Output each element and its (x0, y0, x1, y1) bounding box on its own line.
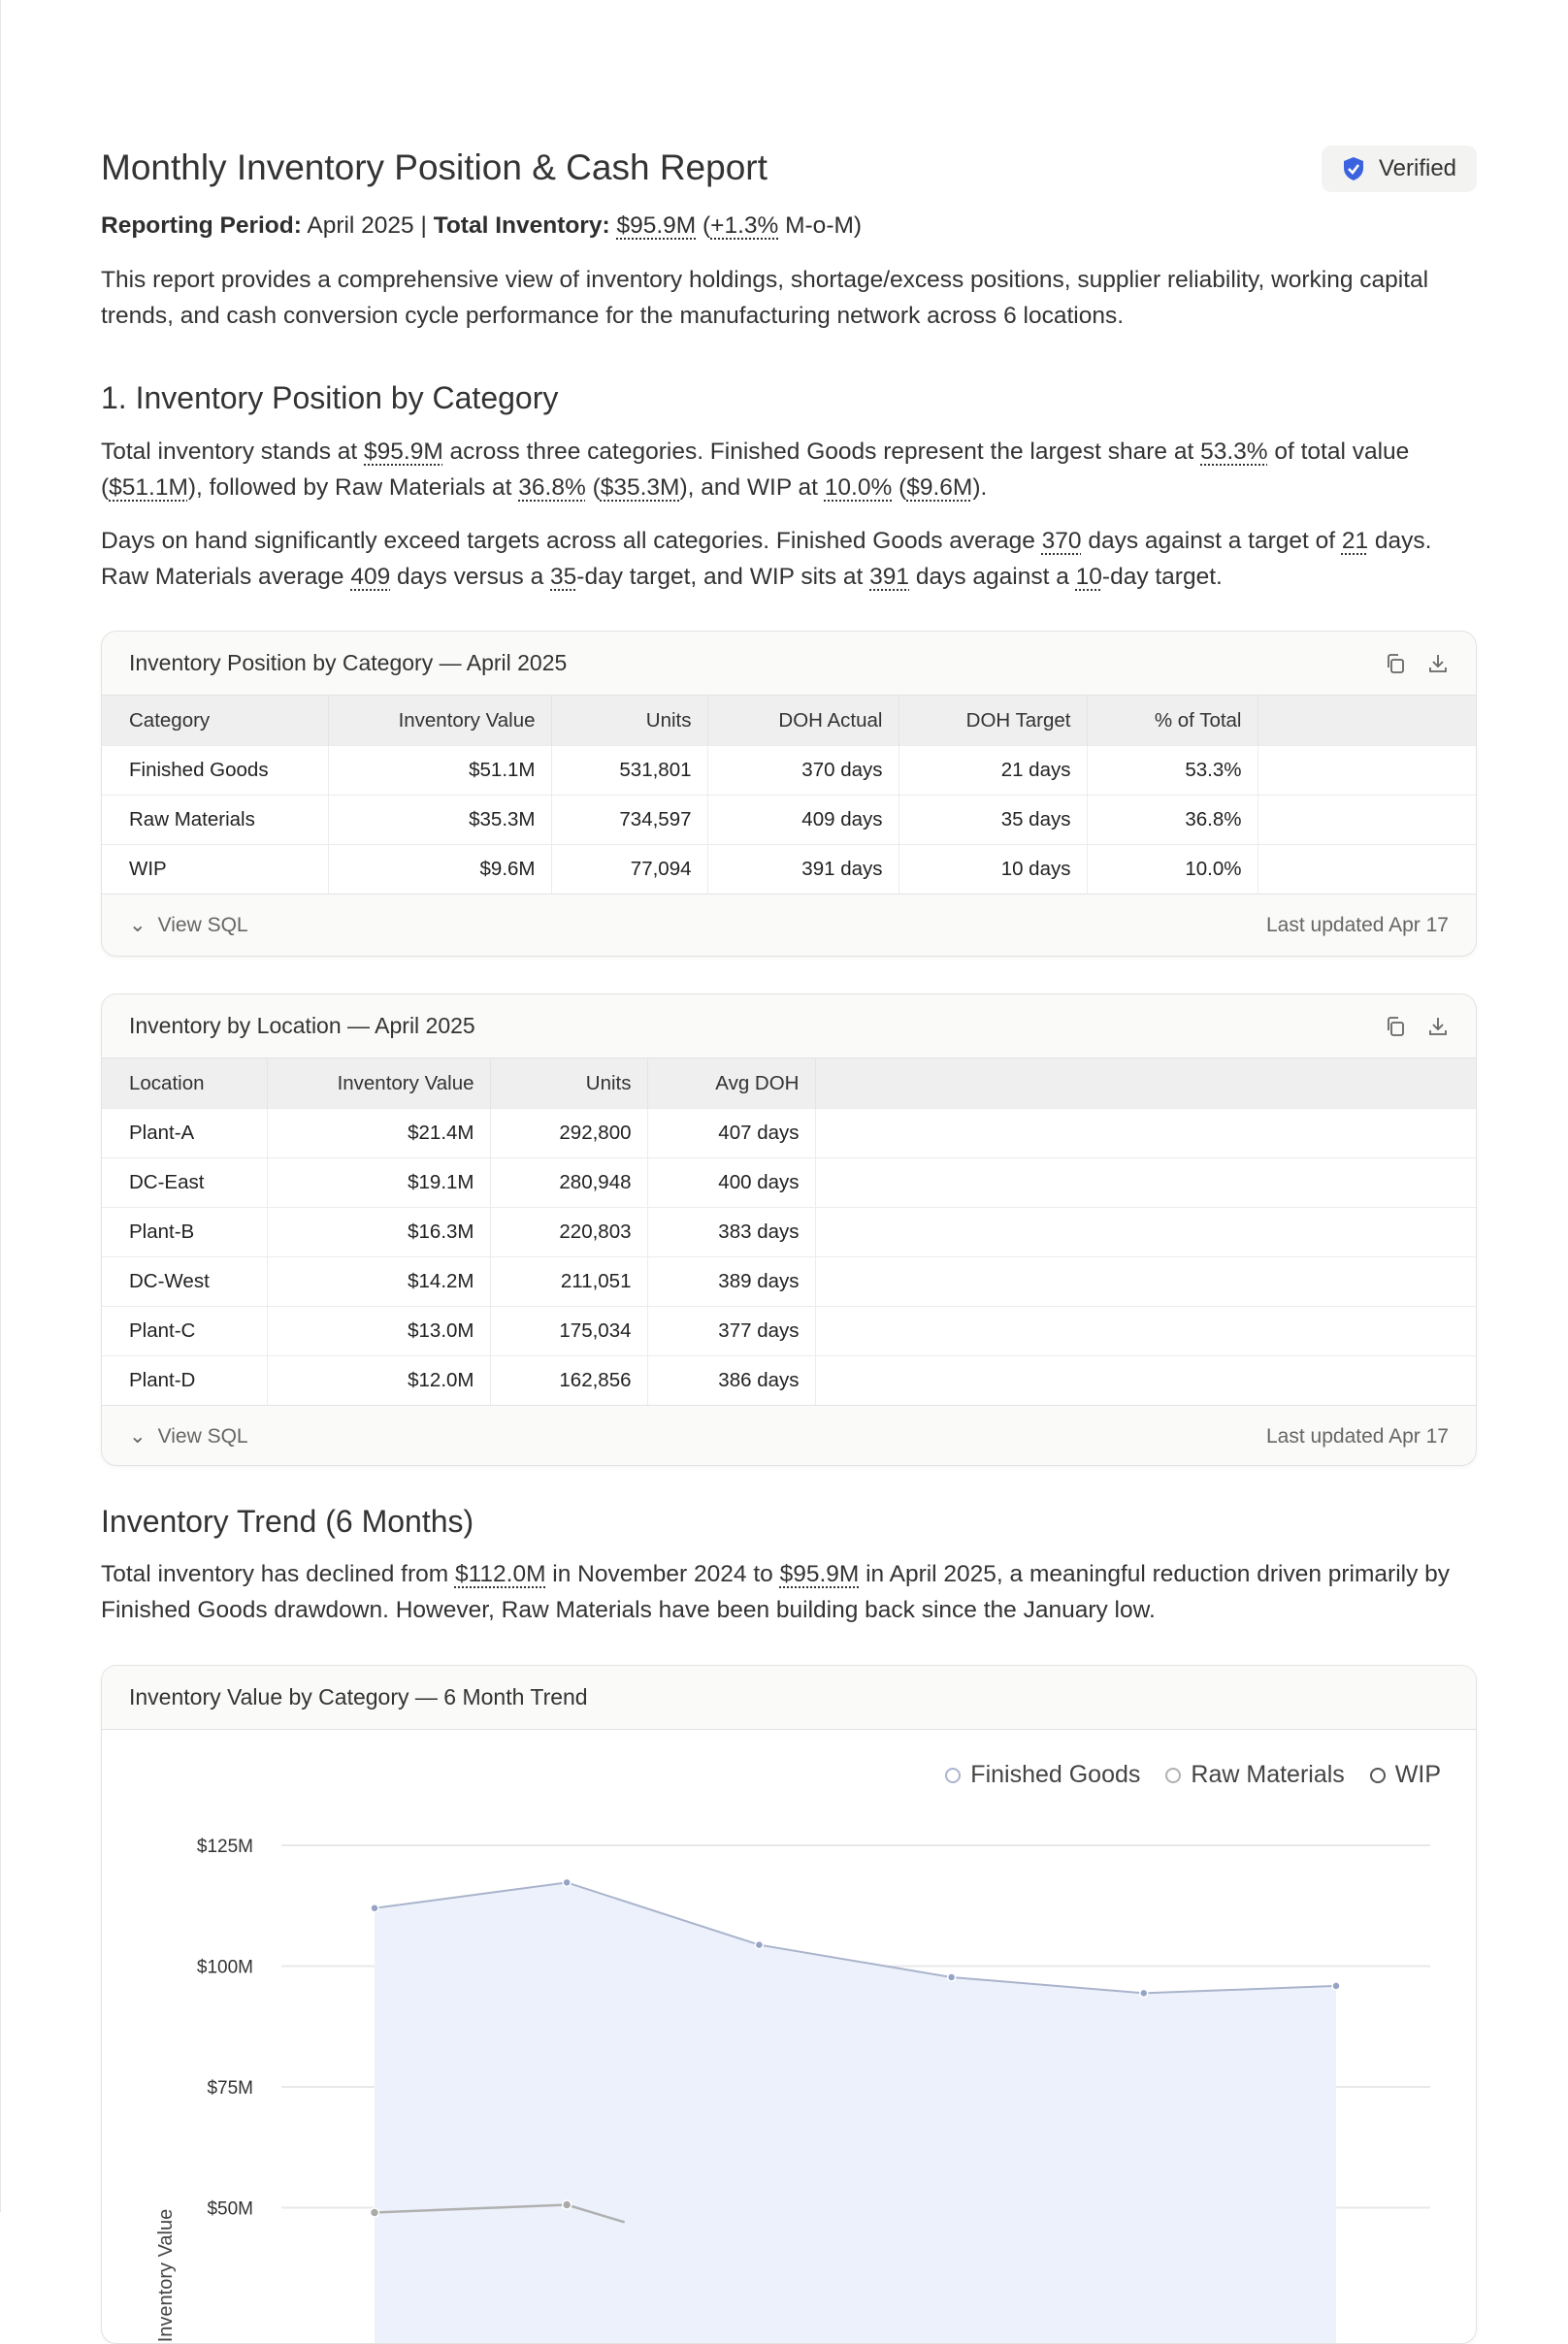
card-title: Inventory Position by Category — April 2025 (129, 650, 568, 675)
trend-chart (102, 1666, 1477, 2344)
table-cell: $35.3M (328, 796, 551, 845)
separator: | (420, 212, 427, 239)
text: ), and WIP at (679, 474, 825, 501)
metric-value: 10.0% (824, 474, 893, 501)
period-label: Reporting Period: (101, 212, 302, 239)
section-heading: 1. Inventory Position by Category (101, 380, 559, 415)
table-cell: 409 days (707, 796, 898, 845)
table-cell: 386 days (647, 1356, 815, 1406)
table-row (102, 1257, 1476, 1307)
column-header[interactable]: Avg DOH (647, 1058, 815, 1109)
paragraph (101, 1556, 1479, 1628)
table-cell: 377 days (647, 1307, 815, 1356)
location-table-card (101, 993, 1477, 1466)
table-cell: DC-West (102, 1257, 267, 1307)
text: -day target. (1101, 564, 1223, 590)
y-tick-label: $125M (196, 1837, 253, 1857)
table-cell: 211,051 (490, 1257, 647, 1307)
table-cell: 400 days (647, 1158, 815, 1208)
metric-value: $35.3M (600, 474, 680, 501)
table-cell: 175,034 (490, 1307, 647, 1356)
table-row (102, 1109, 1476, 1158)
y-tick-label: $50M (207, 2198, 253, 2220)
metric-value: 409 (350, 564, 391, 590)
text: days versus a (390, 564, 551, 590)
data-point (1140, 1989, 1148, 1997)
column-header[interactable]: Category (102, 696, 328, 746)
data-point (563, 2200, 572, 2209)
category-table (102, 696, 1476, 894)
shield-check-icon (1342, 156, 1365, 181)
table-cell: Plant-B (102, 1208, 267, 1257)
table-cell: 280,948 (490, 1158, 647, 1208)
column-header[interactable]: Inventory Value (328, 696, 551, 746)
text: ( (892, 474, 907, 501)
total-value: $95.9M (616, 212, 697, 239)
text: ), followed by Raw Materials at (187, 474, 519, 501)
data-point (1332, 1982, 1340, 1990)
paragraph (101, 434, 1479, 505)
table-cell: 10.0% (1087, 845, 1258, 895)
page-title: Monthly Inventory Position & Cash Report (101, 147, 768, 187)
column-header[interactable]: % of Total (1087, 696, 1258, 746)
table-cell: Plant-C (102, 1307, 267, 1356)
table-cell: $21.4M (267, 1109, 490, 1158)
table-cell: 162,856 (490, 1356, 647, 1406)
table-cell: 292,800 (490, 1109, 647, 1158)
table-cell: $51.1M (328, 746, 551, 796)
table-cell: 391 days (707, 845, 898, 895)
legend-label: WIP (1394, 1761, 1441, 1788)
verified-label: Verified (1378, 155, 1457, 181)
table-cell: $19.1M (267, 1158, 490, 1208)
data-point (948, 1973, 956, 1981)
table-cell: 77,094 (551, 845, 707, 895)
y-axis-title: Inventory Value (155, 2208, 177, 2343)
metric-value: 391 (869, 564, 910, 590)
last-updated: Last updated Apr 17 (1266, 1424, 1449, 1448)
last-updated: Last updated Apr 17 (1266, 913, 1449, 936)
chevron-down-icon: ⌄ (129, 914, 147, 936)
section-heading: Inventory Trend (6 Months) (101, 1504, 474, 1539)
table-cell: 21 days (898, 746, 1087, 796)
text: across three categories. Finished Goods represent the largest share at (442, 439, 1201, 465)
table-row (102, 1158, 1476, 1208)
view-sql-button[interactable] (129, 913, 248, 937)
view-sql-label: View SQL (157, 1424, 248, 1448)
table-cell-filler (815, 1356, 1476, 1406)
table-cell-filler (815, 1158, 1476, 1208)
change-suffix: M-o-M) (778, 212, 863, 239)
metric-value: $51.1M (109, 474, 188, 501)
column-header[interactable]: Inventory Value (267, 1058, 490, 1109)
data-point (755, 1941, 763, 1949)
table-cell: DC-East (102, 1158, 267, 1208)
column-header[interactable]: DOH Target (898, 696, 1087, 746)
table-cell: 389 days (647, 1257, 815, 1307)
text: in April 2025, a meaningful reduction driven primarily by Finished Goods drawdown. However, Raw Materials have been building back since the January low. (101, 1561, 1451, 1623)
view-sql-button[interactable] (129, 1424, 248, 1449)
table-cell: $12.0M (267, 1356, 490, 1406)
total-label: Total Inventory: (433, 212, 610, 239)
legend-label: Raw Materials (1191, 1761, 1345, 1788)
y-tick-label: $100M (196, 1957, 253, 1978)
text: days against a target of (1081, 528, 1342, 554)
text: Total inventory has declined from (101, 1561, 455, 1587)
text: in November 2024 to (545, 1561, 780, 1587)
paren: ( (702, 212, 711, 239)
category-table-card (101, 631, 1477, 957)
table-row (102, 1307, 1476, 1356)
table-row (102, 796, 1476, 845)
text: ). (972, 474, 988, 501)
data-point (371, 2208, 379, 2217)
download-icon[interactable] (1427, 653, 1449, 674)
table-cell: Finished Goods (102, 746, 328, 796)
table-row (102, 1208, 1476, 1257)
intro-paragraph: This report provides a comprehensive view of inventory holdings, shortage/excess positions, supplier reliability, working capital trends, and cash conversion cycle performance for the manufacturing network across 6 locations. (101, 267, 1429, 329)
metric-value: 35 (550, 564, 577, 590)
text: Days on hand significantly exceed targets across all categories. Finished Goods average (101, 528, 1042, 554)
text: ( (585, 474, 601, 501)
table-cell: WIP (102, 845, 328, 895)
metric-value: $9.6M (906, 474, 973, 501)
metric-value: $95.9M (779, 1561, 860, 1587)
table-cell-filler (1258, 845, 1476, 895)
legend-label: Finished Goods (970, 1761, 1141, 1788)
column-header[interactable]: DOH Actual (707, 696, 898, 746)
table-cell: 370 days (707, 746, 898, 796)
verified-badge (1322, 146, 1477, 192)
table-cell: 220,803 (490, 1208, 647, 1257)
text: days against a (909, 564, 1076, 590)
column-header[interactable]: Location (102, 1058, 267, 1109)
metric-value: $112.0M (454, 1561, 546, 1587)
data-point (563, 1878, 571, 1886)
period-value: April 2025 (307, 212, 414, 239)
table-cell-filler (1258, 746, 1476, 796)
change-value: +1.3% (710, 212, 779, 239)
text: of total value ( (101, 439, 1410, 501)
column-filler (815, 1058, 1476, 1109)
table-cell: $14.2M (267, 1257, 490, 1307)
column-filler (1258, 696, 1476, 746)
table-cell-filler (815, 1257, 1476, 1307)
paragraph (101, 523, 1479, 595)
metric-value: 36.8% (518, 474, 586, 501)
table-cell: 10 days (898, 845, 1087, 895)
table-cell: 35 days (898, 796, 1087, 845)
table-cell: $9.6M (328, 845, 551, 895)
metric-value: 370 (1041, 528, 1082, 554)
data-point (371, 1904, 378, 1912)
table-cell: 531,801 (551, 746, 707, 796)
y-tick-label: $75M (207, 2078, 253, 2099)
table-cell: Plant-D (102, 1356, 267, 1406)
table-cell-filler (815, 1307, 1476, 1356)
chevron-down-icon: ⌄ (129, 1425, 147, 1448)
table-cell: 383 days (647, 1208, 815, 1257)
column-header[interactable]: Units (551, 696, 707, 746)
table-cell-filler (1258, 796, 1476, 845)
table-cell-filler (815, 1109, 1476, 1158)
text: Total inventory stands at (101, 439, 365, 465)
table-cell: $16.3M (267, 1208, 490, 1257)
report-meta (101, 212, 862, 240)
location-table (102, 1058, 1476, 1405)
download-icon[interactable] (1427, 1016, 1449, 1037)
finished-goods-area (375, 1882, 1336, 2344)
table-cell: 407 days (647, 1109, 815, 1158)
table-cell: 734,597 (551, 796, 707, 845)
table-row (102, 845, 1476, 895)
table-cell-filler (815, 1208, 1476, 1257)
metric-value: 53.3% (1200, 439, 1268, 465)
trend-chart-card (101, 1665, 1477, 2344)
table-cell: 36.8% (1087, 796, 1258, 845)
card-title: Inventory Value by Category — 6 Month Trend (129, 1684, 588, 1709)
table-cell: Plant-A (102, 1109, 267, 1158)
table-row (102, 1356, 1476, 1406)
metric-value: 21 (1341, 528, 1369, 554)
copy-icon[interactable] (1385, 1016, 1406, 1037)
column-header[interactable]: Units (490, 1058, 647, 1109)
table-cell: 53.3% (1087, 746, 1258, 796)
metric-value: 10 (1075, 564, 1102, 590)
table-row (102, 746, 1476, 796)
copy-icon[interactable] (1385, 653, 1406, 674)
table-cell: Raw Materials (102, 796, 328, 845)
table-cell: $13.0M (267, 1307, 490, 1356)
text: -day target, and WIP sits at (576, 564, 870, 590)
metric-value: $95.9M (364, 439, 443, 465)
text: days. Raw Materials average (101, 528, 1432, 590)
view-sql-label: View SQL (157, 913, 248, 936)
card-title: Inventory by Location — April 2025 (129, 1013, 475, 1038)
